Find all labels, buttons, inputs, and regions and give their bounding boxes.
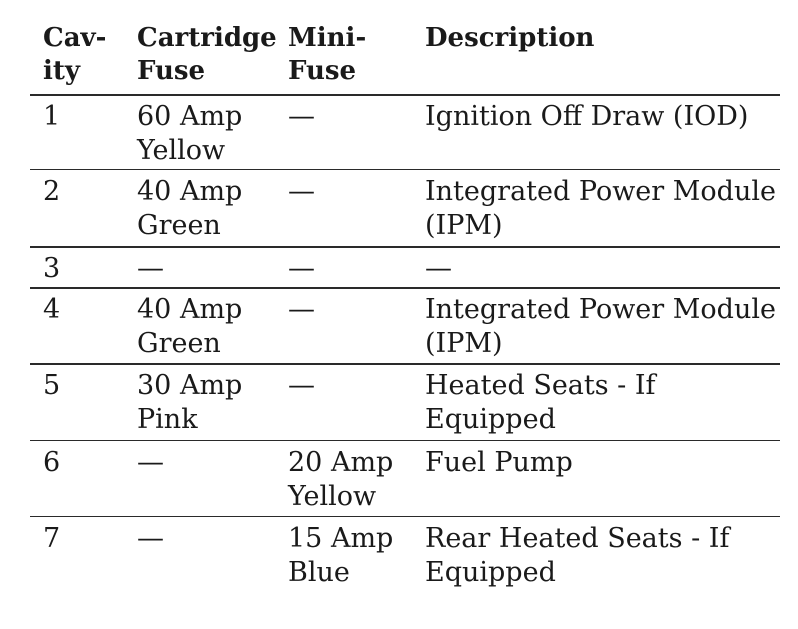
cavity-cell: 1 — [43, 101, 61, 132]
cavity-cell: 2 — [43, 176, 61, 207]
table-row — [0, 293, 780, 363]
description-cell: Ignition Off Draw (IOD) — [425, 101, 749, 132]
row-divider — [30, 516, 780, 517]
table-row — [0, 175, 780, 245]
cartridge-cell: 30 Amp Pink — [137, 370, 243, 435]
cartridge-cell: 60 Amp Yellow — [137, 101, 243, 166]
mini-fuse-cell: — — [288, 101, 315, 132]
table-row — [0, 522, 780, 592]
row-divider — [30, 169, 780, 170]
cartridge-cell: — — [137, 253, 164, 284]
cavity-cell: 4 — [43, 294, 61, 325]
header-divider — [30, 94, 780, 96]
mini-fuse-cell: — — [288, 370, 315, 401]
table-row — [0, 446, 780, 516]
row-divider — [30, 246, 780, 248]
mini-fuse-cell: — — [288, 176, 315, 207]
description-cell: — — [425, 253, 452, 284]
cartridge-cell: 40 Amp Green — [137, 294, 243, 359]
table-row — [0, 369, 780, 439]
description-cell: Rear Heated Seats - If Equipped — [425, 523, 730, 588]
row-divider — [30, 363, 780, 365]
mini-fuse-cell: 15 Amp Blue — [288, 523, 394, 588]
cavity-cell: 3 — [43, 253, 61, 284]
table-row — [0, 100, 780, 170]
header-description: Description — [425, 23, 595, 53]
header-cavity: Cav- ity — [43, 23, 107, 86]
header-mini-fuse: Mini- Fuse — [288, 23, 367, 86]
header-cartridge-fuse: Cartridge Fuse — [137, 23, 277, 86]
description-cell: Fuel Pump — [425, 447, 573, 478]
cavity-cell: 7 — [43, 523, 61, 554]
table-row — [0, 252, 780, 288]
cavity-cell: 6 — [43, 447, 61, 478]
mini-fuse-cell: — — [288, 253, 315, 284]
description-cell: Heated Seats - If Equipped — [425, 370, 656, 435]
description-cell: Integrated Power Module (IPM) — [425, 176, 776, 241]
mini-fuse-cell: 20 Amp Yellow — [288, 447, 394, 512]
row-divider — [30, 440, 780, 441]
cartridge-cell: 40 Amp Green — [137, 176, 243, 241]
description-cell: Integrated Power Module (IPM) — [425, 294, 776, 359]
row-divider — [30, 287, 780, 289]
mini-fuse-cell: — — [288, 294, 315, 325]
cavity-cell: 5 — [43, 370, 61, 401]
cartridge-cell: — — [137, 447, 164, 478]
cartridge-cell: — — [137, 523, 164, 554]
table-header-row — [0, 18, 780, 94]
